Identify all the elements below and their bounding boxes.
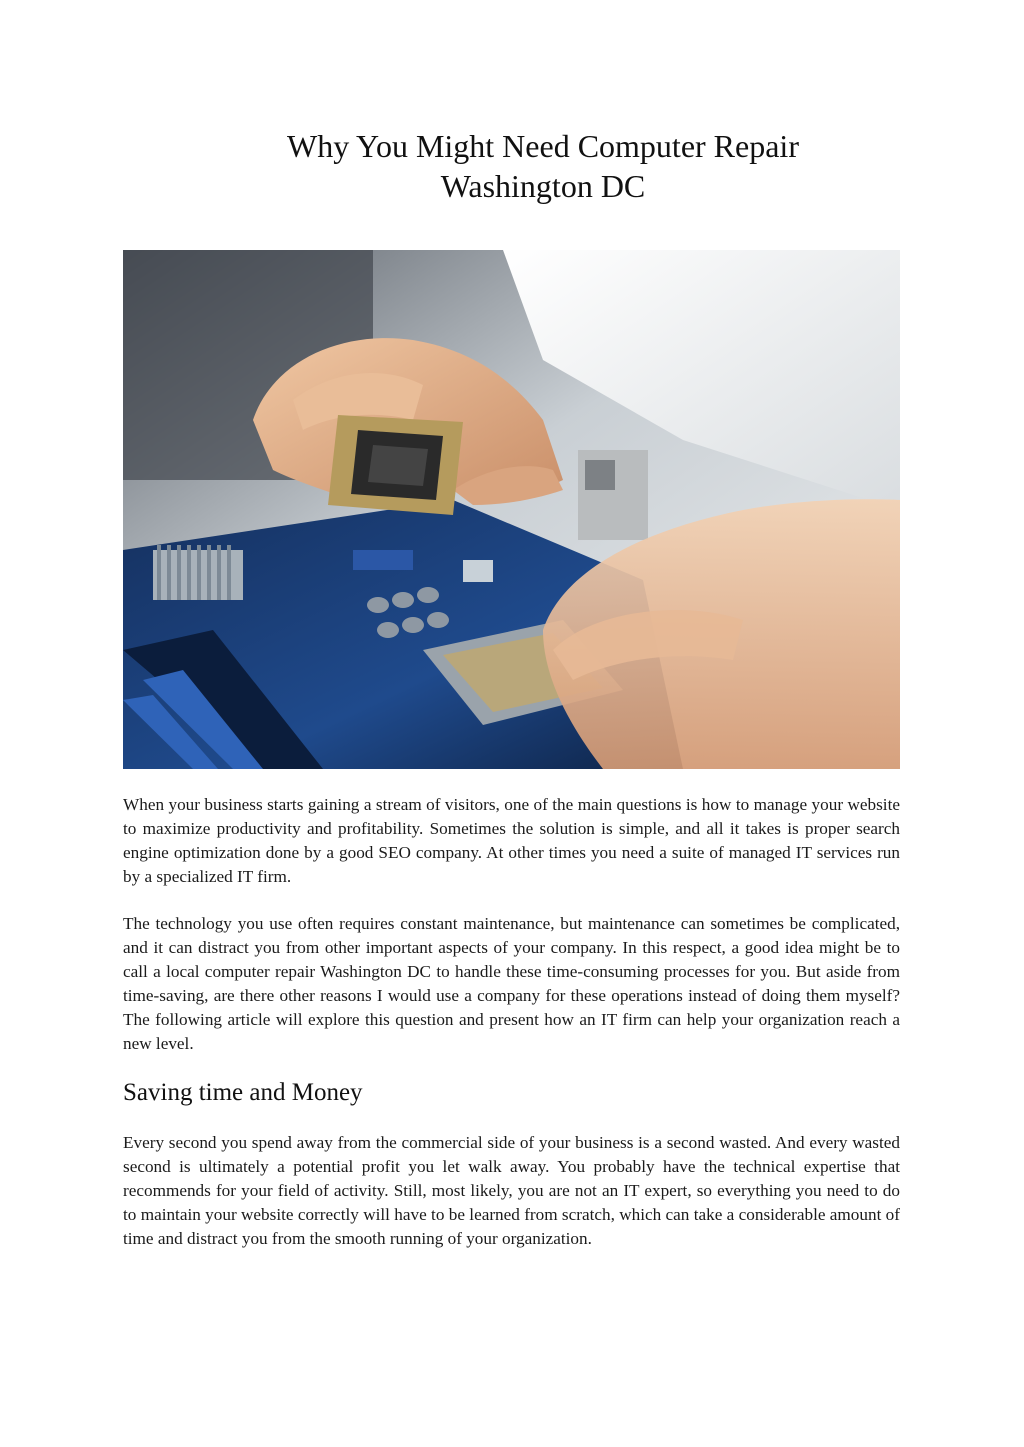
photo-illustration — [123, 250, 900, 769]
motherboard-photo — [123, 250, 900, 769]
cpu-chip — [328, 415, 463, 515]
section-heading: Saving time and Money — [123, 1079, 363, 1106]
title-line-1: Why You Might Need Computer Repair — [287, 128, 799, 164]
paragraph-saving-time: Every second you spend away from the commercial side of your business is a second wasted. And every wasted second is ultimately a potential profit you let walk away. You probably have the technical expertise that recommends for your field of activity. Still, most likely, you are not an IT expert, so everything you need to do to maintain your website correctly will have to be learned from scratch, which can take a considerable amount of time and distract you from the smooth running of your organization. — [123, 1133, 900, 1248]
title-line-2: Washington DC — [440, 168, 646, 204]
paragraph-intro: When your business starts gaining a stream of visitors, one of the main questions is how to manage your website to maximize productivity and profitability. Sometimes the solution is simple, and all it takes is proper search engine optimization done by a good SEO company. At other times you need a suite of managed IT services run by a specialized IT firm. — [123, 795, 900, 886]
document-title — [123, 126, 963, 206]
paragraph-technology: The technology you use often requires constant maintenance, but maintenance can sometimes be complicated, and it can distract you from other important aspects of your company. In this respect, a good idea might be to call a local computer repair Washington DC to handle these time-consuming processes for you. But aside from time-saving, are there other reasons I would use a company for these operations instead of doing them myself? The following article will explore this question and present how an IT firm can help your organization reach a new level. — [123, 914, 900, 1053]
heatsink — [153, 545, 243, 600]
